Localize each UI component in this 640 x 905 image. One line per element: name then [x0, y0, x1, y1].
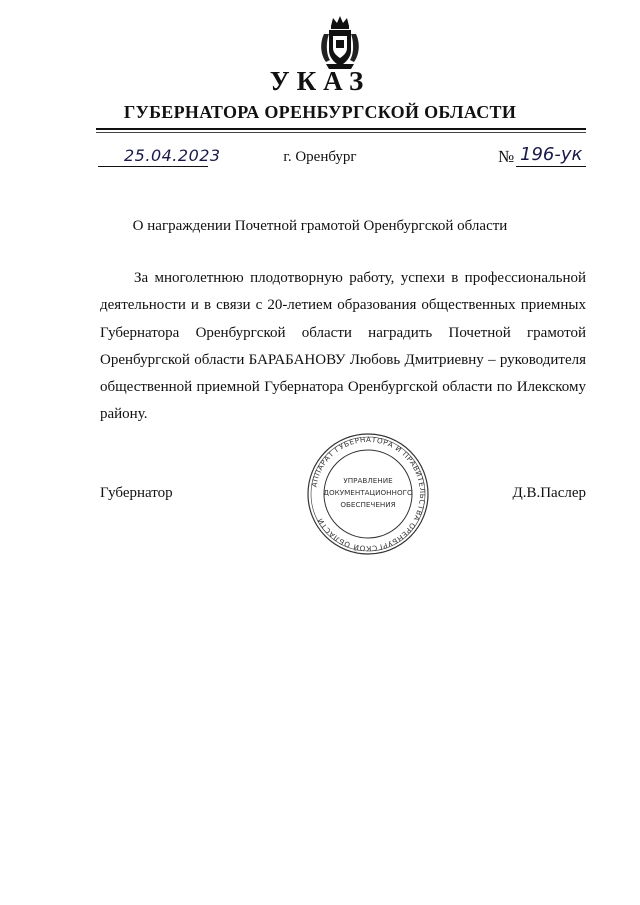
seal-center-line-2: ДОКУМЕНТАЦИОННОГО [323, 488, 413, 497]
seal-center-line-1: УПРАВЛЕНИЕ [343, 476, 393, 485]
decree-date: 25.04.2023 [124, 146, 221, 165]
signatory-name: Д.В.Паслер [512, 485, 586, 501]
decree-number: 196-ук [520, 144, 583, 165]
decree-title: О награждении Почетной грамотой Оренбургской области [132, 218, 508, 234]
seal-ring-text: АППАРАТ ГУБЕРНАТОРА И ПРАВИТЕЛЬСТВА ОРЕНБУРГСКОЙ ОБЛАСТИ [309, 434, 428, 554]
seal-center-line-3: ОБЕСПЕЧЕНИЯ [340, 500, 396, 509]
date-underline [98, 166, 208, 167]
header-rule-thick [96, 128, 586, 130]
document-title: УКАЗ [269, 66, 371, 96]
document-subtitle: ГУБЕРНАТОРА ОРЕНБУРГСКОЙ ОБЛАСТИ [123, 102, 517, 122]
signatory-position: Губернатор [100, 485, 173, 501]
decree-city: г. Оренбург [283, 149, 357, 165]
decree-number-label: № [498, 147, 515, 166]
official-seal [300, 432, 436, 556]
coat-of-arms-emblem [318, 14, 362, 70]
decree-body: За многолетнюю плодотворную работу, успехи в профессиональной деятельности и в связи с 20-летием образования общественных приемных Губернатора Оренбургской области наградить Почетной грамотой Оренбургской области БАРАБАНОВУ Любовь Дмитриевну – руководителя общественной приемной Губернатора Оренбургской области по Илекскому району. [100, 270, 586, 423]
header-rule-thin [96, 132, 586, 133]
number-underline [516, 166, 586, 167]
